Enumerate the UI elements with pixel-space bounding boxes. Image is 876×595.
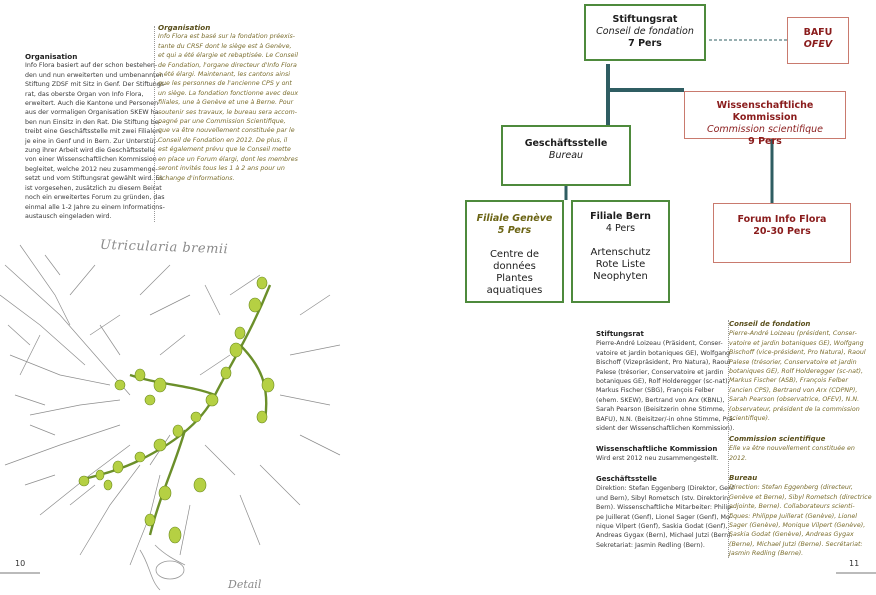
organisation-de-heading: Organisation	[25, 52, 78, 61]
kommission-members-de	[596, 445, 726, 464]
text-line: a été élargi. Maintenant, les cantons ainsi	[158, 71, 291, 79]
box-bafu	[787, 17, 849, 64]
detail-label: Detail	[228, 578, 262, 591]
utricularia-illustration	[0, 235, 400, 595]
geschaeftsstelle-subtitle: Bureau	[548, 150, 584, 161]
text-line: Andreas Gygax (Bern), Michael Jutzi (Bern).	[596, 532, 733, 540]
text-line: est également prévu que le Conseil mette	[158, 146, 291, 154]
text-line: erweitert. Auch die Kantone und Personen	[25, 100, 159, 108]
text-line: Palese (trésorier, Conservatoire et jardin	[729, 358, 857, 366]
detail-sketch	[140, 545, 185, 590]
cf-heading: Conseil de fondation	[729, 320, 811, 328]
text-line: (observateur, président de la commission	[729, 405, 860, 413]
organisation-fr	[158, 23, 299, 183]
cs-heading: Commission scientifique	[729, 435, 826, 443]
stiftungsrat-body	[596, 339, 736, 433]
text-line: aus der vormaligen Organisation SKEW ha-	[25, 109, 161, 117]
text-line: BAFU), N.N. (Beisitzer/-in ohne Stimme, Prä-	[596, 415, 736, 423]
text-line: treibt eine Geschäftsstelle mit zwei Filialen,	[25, 128, 163, 136]
commission-members-fr	[729, 435, 861, 463]
text-line: Stiftung ZDSF mit Sitz in Genf. Der Stiftungs-	[25, 81, 167, 89]
text-line: scientifique).	[729, 415, 770, 423]
species-label: Utricularia bremii	[99, 237, 229, 258]
text-line: filiales, une à Genève et une à Berne. Pour	[158, 99, 294, 107]
filiale-geneve-detail: données	[493, 261, 536, 272]
page-number-right: 11	[849, 559, 860, 568]
text-line: (Berne), Michael Jutzi (Berne). Secrétariat:	[729, 540, 863, 548]
text-line: und Bern), Sibyl Rometsch (stv. Direktorin,	[596, 494, 731, 502]
text-line: Bischoff (Vizepräsident, Pro Natura), Raoul	[596, 359, 730, 367]
stiftungsrat-title: Stiftungsrat	[612, 14, 678, 25]
text-line: ben nun Einsitz in den Rat. Die Stiftung be-	[25, 118, 161, 126]
filiale-bern-detail: Rote Liste	[595, 259, 646, 270]
box-geschaeftsstelle	[501, 125, 631, 186]
wk-heading: Wissenschaftliche Kommission	[596, 445, 718, 453]
text-line: 2012.	[729, 454, 748, 462]
text-line: Info Flora est basé sur la fondation préexis-	[158, 33, 296, 41]
geschaeftsstelle-title: Geschäftsstelle	[524, 138, 608, 149]
text-line: un siège. La fondation fonctionne avec deux	[158, 89, 299, 97]
text-line: que va être nouvellement constituée par le	[158, 127, 295, 135]
text-line: botaniques GE), Rolf Holderegger (sc-nat),	[596, 378, 730, 386]
kommission-count: 9 Pers	[748, 136, 782, 147]
box-filiale-geneve	[465, 200, 564, 303]
text-line: vatoire et jardin botaniques GE), Wolfgang	[729, 339, 864, 347]
text-line: botaniques GE), Rolf Holderegger (sc-nat),	[729, 368, 863, 376]
text-line: begleitet, welche 2012 neu zusammenge-	[25, 165, 158, 173]
filiale-geneve-title: Filiale Genève	[476, 213, 553, 224]
kommission-subtitle: Commission scientifique	[706, 124, 824, 135]
cf-body	[729, 329, 866, 423]
bladders	[79, 277, 274, 543]
text-line: Bern). Wissenschaftliche Mitarbeiter: Philip-	[596, 504, 734, 512]
gs-heading: Geschäftsstelle	[596, 475, 657, 483]
text-line: ist vorgesehen, zusätzlich zu diesem Beirat	[25, 184, 162, 192]
organisation-fr-body	[158, 32, 299, 183]
text-line: Sager (Genève), Monique Vilpert (Genève),	[729, 522, 866, 530]
text-line: que les personnes de l'ancienne CPS y ont	[158, 80, 292, 88]
stiftungsrat-count: 7 Pers	[628, 38, 662, 49]
text-line: Elle va être nouvellement constituée en	[729, 445, 855, 453]
text-line: vatoire et jardin botaniques GE), Wolfgang	[596, 349, 731, 357]
cs-body	[729, 444, 861, 463]
text-line: adjointe, Berne). Collaborateurs scienti-	[729, 503, 855, 511]
filiale-geneve-detail: Plantes aquatiques	[486, 273, 543, 296]
organisation-de	[25, 52, 167, 221]
text-line: von einer Wissenschaftlichen Kommission	[25, 156, 157, 164]
wk-body	[596, 454, 726, 463]
text-line: Jasmin Redling (Berne).	[729, 550, 804, 558]
geschaeftsstelle-members-de	[596, 475, 735, 550]
text-line: Sarah Pearson (Beisitzerin ohne Stimme,	[596, 406, 725, 414]
page-bar-right	[836, 572, 876, 574]
box-forum	[713, 203, 851, 263]
organisation-de-body	[25, 61, 167, 221]
stiftungsrat-subtitle: Conseil de fondation	[596, 26, 694, 37]
text-line: zung ihrer Arbeit wird die Geschäftsstelle	[25, 147, 156, 155]
filiale-bern-detail: Neophyten	[593, 271, 648, 282]
text-line: Info Flora basiert auf der schon bestehen-	[25, 62, 158, 70]
text-line: Genève et Berne), Sibyl Rometsch (directrice	[729, 493, 872, 501]
filiale-geneve-details	[467, 249, 562, 297]
text-line: nique Vilpert (Genf), Saskia Godat (Genf),	[596, 523, 728, 531]
kommission-title: Wissenschaftliche Kommission	[716, 100, 814, 123]
filiale-bern-details	[573, 247, 668, 283]
text-line: et qui a été élargie et rebaptisée. Le Conseil	[158, 52, 299, 60]
box-filiale-bern	[571, 200, 670, 303]
box-stiftungsrat	[584, 4, 706, 61]
box-kommission	[684, 91, 846, 147]
stiftungsrat-members-de	[596, 330, 736, 433]
text-line: Wird erst 2012 neu zusammengestellt.	[596, 455, 719, 463]
text-line: Direktion: Stefan Eggenberg (Direktor, Genf	[596, 485, 735, 493]
page-bar-left	[0, 572, 40, 574]
text-line: setzt und vom Stiftungsrat gewählt wird. Es	[25, 175, 163, 183]
filiale-geneve-detail: Centre de	[489, 249, 540, 260]
right-page	[438, 0, 876, 595]
forum-count: 20-30 Pers	[753, 226, 811, 237]
filiale-bern-count: 4 Pers	[605, 223, 636, 234]
text-line: Saskia Godat (Genève), Andreas Gygax	[729, 531, 854, 539]
text-line: Direction: Stefan Eggenberg (directeur,	[729, 484, 853, 492]
text-line: je eine in Genf und in Bern. Zur Unterstüt-	[25, 137, 159, 145]
text-line: Markus Fischer (SBG), François Felber	[596, 387, 715, 395]
filiale-bern-detail: Artenschutz	[590, 247, 651, 258]
bafu-title: BAFU	[803, 27, 833, 38]
column-separator	[154, 26, 155, 222]
text-line: seront invités tous les 1 à 2 ans pour un	[158, 165, 285, 173]
leaf-filaments	[0, 245, 340, 565]
stiftungsrat-heading: Stiftungsrat	[596, 330, 644, 338]
text-line: Sarah Pearson (observatrice, OFEV), N.N.	[729, 396, 860, 404]
bureau-heading: Bureau	[729, 474, 758, 482]
text-line: (ehem. SKEW), Bertrand von Arx (KBNL),	[596, 396, 725, 404]
text-line: den und nun erweiterten und umbenannten	[25, 71, 164, 79]
text-line: rat, das oberste Organ von Info Flora,	[25, 90, 144, 98]
text-line: Palese (trésorier, Conservatoire et jardin	[596, 368, 724, 376]
filiale-geneve-count: 5 Pers	[497, 225, 532, 236]
text-line: Bischoff (vice-président, Pro Natura), Raoul	[729, 349, 866, 357]
conseil-members-fr	[729, 320, 866, 423]
page-number-left: 10	[15, 559, 26, 568]
text-line: fiques: Philippe Juillerat (Genève), Lionel	[729, 512, 857, 520]
text-line: soutenir ses travaux, le bureau sera accom-	[158, 108, 298, 116]
text-line: sident der Wissenschaftlichen Kommission).	[596, 425, 735, 433]
bureau-body	[729, 483, 872, 558]
bureau-members-fr	[729, 474, 872, 559]
text-line: Pierre-André Loizeau (président, Conser-	[729, 330, 857, 338]
bafu-subtitle: OFEV	[803, 39, 833, 50]
text-line: de Fondation, l'organe directeur d'Info Flora	[158, 61, 297, 69]
text-line: austausch eingeladen wird.	[25, 212, 112, 220]
organisation-fr-heading: Organisation	[158, 23, 211, 32]
text-line: noch ein erweitertes Forum zu gründen, das	[25, 194, 165, 202]
text-line: Sekretariat: Jasmin Redling (Bern).	[596, 541, 705, 549]
text-line: (ancien CPS), Bertrand von Arx (CDPNP),	[729, 386, 858, 394]
text-line: pe Juillerat (Genf), Lionel Sager (Genf), Mo-	[596, 513, 733, 521]
text-line: Pierre-André Loizeau (Präsident, Conser-	[596, 340, 723, 348]
text-line: pagné par une Commission Scientifique,	[158, 118, 286, 126]
gs-body	[596, 484, 735, 550]
text-line: einmal alle 1-2 Jahre zu einem Informations-	[25, 203, 165, 211]
text-line: tante du CRSF dont le siège est à Genève,	[158, 42, 292, 50]
text-line: Markus Fischer (ASB), François Felber	[729, 377, 849, 385]
forum-title: Forum Info Flora	[737, 214, 827, 225]
text-line: Conseil de Fondation en 2012. De plus, il	[158, 136, 288, 144]
filiale-bern-title: Filiale Bern	[590, 211, 651, 222]
text-line: en place un Forum élargi, dont les membres	[158, 155, 298, 163]
text-line: échange d'informations.	[158, 174, 235, 182]
